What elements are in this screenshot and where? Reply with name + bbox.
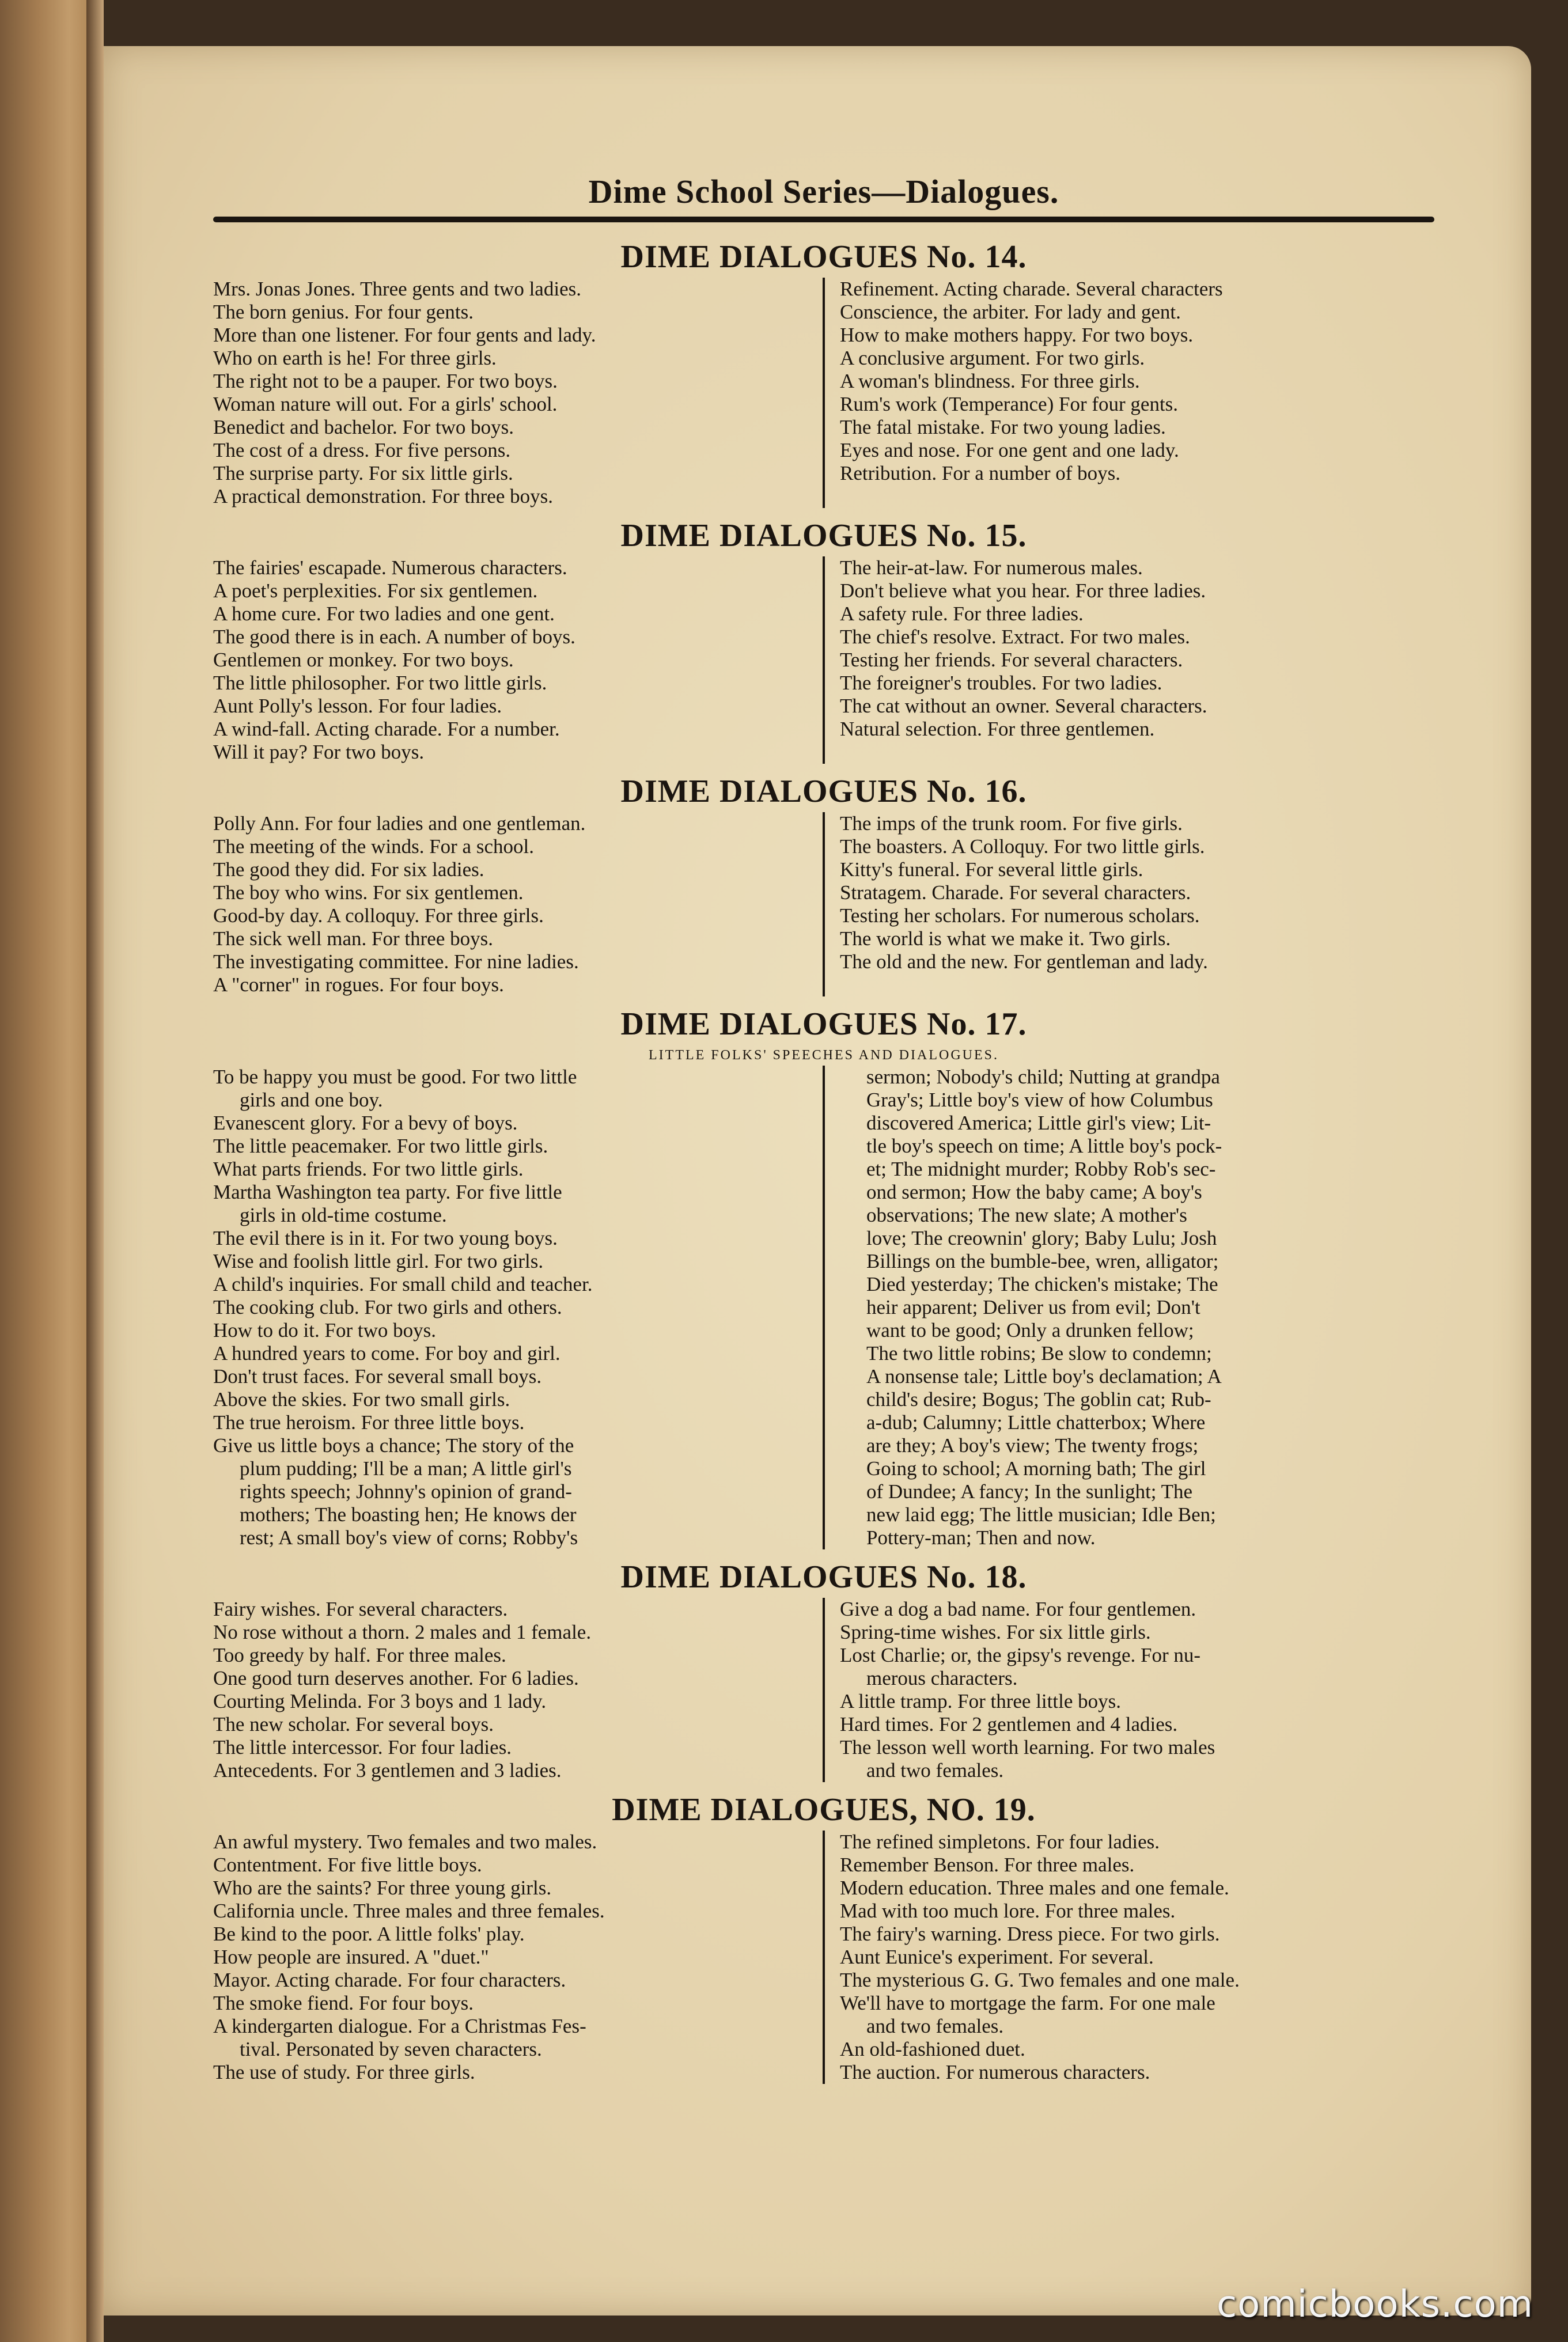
dialogue-entry: sermon; Nobody's child; Nutting at grandpa	[866, 1066, 1220, 1088]
dialogue-entry: The boy who wins. For six gentlemen.	[213, 881, 524, 904]
dialogue-entry: A wind-fall. Acting charade. For a number.	[213, 718, 560, 740]
dialogue-entry: Don't trust faces. For several small boys.	[213, 1365, 542, 1388]
dialogue-entry: rest; A small boy's view of corns; Robby's	[240, 1526, 578, 1549]
dialogue-entry: California uncle. Three males and three females.	[213, 1900, 605, 1922]
left-column	[213, 1831, 823, 2084]
dialogue-entry: Conscience, the arbiter. For lady and gent.	[840, 301, 1181, 323]
dialogue-entry: Spring-time wishes. For six little girls.	[840, 1621, 1151, 1643]
dialogue-entry: The cooking club. For two girls and others.	[213, 1296, 562, 1318]
header-rule	[213, 217, 1434, 222]
dialogue-entry: Will it pay? For two boys.	[213, 741, 425, 763]
left-column	[213, 1598, 823, 1782]
right-column	[823, 1831, 1434, 2084]
two-column-list	[213, 1598, 1434, 1782]
dialogue-entry: tival. Personated by seven characters.	[240, 2038, 542, 2060]
dialogue-entry: Don't believe what you hear. For three ladies.	[840, 579, 1206, 602]
dialogue-entry: Gray's; Little boy's view of how Columbus	[866, 1089, 1213, 1111]
dialogue-entry: Mayor. Acting charade. For four characters.	[213, 1969, 566, 1991]
dialogue-entry: The meeting of the winds. For a school.	[213, 835, 534, 858]
left-column	[213, 556, 823, 764]
dialogue-entry: Kitty's funeral. For several little girls.	[840, 858, 1143, 881]
left-column	[213, 278, 823, 508]
section-gap	[213, 1549, 1434, 1556]
dialogue-entry: girls in old-time costume.	[240, 1204, 447, 1226]
dialogue-entry: A "corner" in rogues. For four boys.	[213, 973, 504, 996]
dialogue-entry: The good they did. For six ladies.	[213, 858, 484, 881]
dialogue-entry: Gentlemen or monkey. For two boys.	[213, 649, 514, 671]
dialogue-entry: et; The midnight murder; Robby Rob's sec-	[866, 1158, 1216, 1180]
left-column	[213, 1066, 823, 1549]
dialogue-entry: Fairy wishes. For several characters.	[213, 1598, 508, 1620]
dialogue-entry: The cat without an owner. Several characters.	[840, 695, 1207, 717]
dialogue-entry: The little peacemaker. For two little girls.	[213, 1135, 548, 1157]
dialogue-entry: and two females.	[866, 1759, 1004, 1782]
dialogue-entry: Wise and foolish little girl. For two girls.	[213, 1250, 544, 1272]
dialogue-entry: A practical demonstration. For three boys.	[213, 485, 553, 507]
dialogue-section	[213, 1003, 1434, 1556]
section-title: DIME DIALOGUES No. 17.	[620, 1006, 1027, 1042]
dialogue-entry: The world is what we make it. Two girls.	[840, 927, 1171, 950]
dialogue-entry: observations; The new slate; A mother's	[866, 1204, 1187, 1226]
dialogue-entry: What parts friends. For two little girls.	[213, 1158, 524, 1180]
dialogue-entry: Give us little boys a chance; The story of the	[213, 1434, 574, 1457]
dialogue-entry: Natural selection. For three gentlemen.	[840, 718, 1155, 740]
dialogue-entry: A hundred years to come. For boy and girl.	[213, 1342, 560, 1365]
book-binding	[0, 0, 86, 2342]
dialogue-entry: The fatal mistake. For two young ladies.	[840, 416, 1166, 438]
two-column-list	[213, 556, 1434, 764]
dialogue-entry: Courting Melinda. For 3 boys and 1 lady.	[213, 1690, 547, 1712]
dialogue-entry: discovered America; Little girl's view; Lit-	[866, 1112, 1211, 1134]
dialogue-entry: A home cure. For two ladies and one gent.	[213, 602, 555, 625]
dialogue-entry: Mad with too much lore. For three males.	[840, 1900, 1176, 1922]
dialogue-entry: No rose without a thorn. 2 males and 1 female.	[213, 1621, 592, 1643]
dialogue-entry: The sick well man. For three boys.	[213, 927, 494, 950]
dialogue-entry: a-dub; Calumny; Little chatterbox; Where	[866, 1411, 1206, 1434]
two-column-list	[213, 812, 1434, 996]
dialogue-entry: A conclusive argument. For two girls.	[840, 347, 1145, 369]
dialogue-entry: The auction. For numerous characters.	[840, 2061, 1150, 2083]
dialogue-entry: Who on earth is he! For three girls.	[213, 347, 497, 369]
dialogue-entry: plum pudding; I'll be a man; A little girl's	[240, 1457, 572, 1480]
right-column	[823, 278, 1434, 508]
dialogue-entry: heir apparent; Deliver us from evil; Don't	[866, 1296, 1200, 1318]
dialogue-entry: Stratagem. Charade. For several characters.	[840, 881, 1191, 904]
dialogue-entry: Be kind to the poor. A little folks' play.	[213, 1923, 525, 1945]
dialogue-entry: tle boy's speech on time; A little boy's pock-	[866, 1135, 1222, 1157]
dialogue-entry: and two females.	[866, 2015, 1004, 2037]
dialogue-entry: To be happy you must be good. For two little	[213, 1066, 577, 1088]
dialogue-entry: Antecedents. For 3 gentlemen and 3 ladies.	[213, 1759, 562, 1782]
dialogue-entry: A safety rule. For three ladies.	[840, 602, 1084, 625]
dialogue-entry: The lesson well worth learning. For two males	[840, 1736, 1215, 1759]
dialogue-entry: The born genius. For four gents.	[213, 301, 474, 323]
dialogue-entry: merous characters.	[866, 1667, 1018, 1689]
dialogue-entry: The heir-at-law. For numerous males.	[840, 556, 1143, 579]
dialogue-entry: Benedict and bachelor. For two boys.	[213, 416, 514, 438]
two-column-list	[213, 278, 1434, 508]
dialogue-entry: rights speech; Johnny's opinion of grand-	[240, 1480, 572, 1503]
dialogue-entry: A poet's perplexities. For six gentlemen.	[213, 579, 538, 602]
binding-edge	[86, 0, 104, 2342]
section-title: DIME DIALOGUES No. 18.	[620, 1559, 1027, 1595]
dialogue-entry: Going to school; A morning bath; The girl	[866, 1457, 1206, 1480]
left-column	[213, 812, 823, 996]
dialogue-entry: Lost Charlie; or, the gipsy's revenge. For nu-	[840, 1644, 1201, 1666]
dialogue-entry: Above the skies. For two small girls.	[213, 1388, 510, 1411]
dialogue-entry: A woman's blindness. For three girls.	[840, 370, 1140, 392]
dialogue-entry: Testing her scholars. For numerous scholars.	[840, 904, 1200, 927]
dialogue-entry: The boasters. A Colloquy. For two little girls.	[840, 835, 1205, 858]
dialogue-entry: Mrs. Jonas Jones. Three gents and two ladies.	[213, 278, 581, 300]
dialogue-entry: Rum's work (Temperance) For four gents.	[840, 393, 1179, 415]
section-title: DIME DIALOGUES No. 15.	[620, 518, 1027, 554]
right-column	[823, 556, 1434, 764]
dialogue-entry: new laid egg; The little musician; Idle Ben;	[866, 1503, 1216, 1526]
dialogue-entry: Woman nature will out. For a girls' school.	[213, 393, 558, 415]
series-header: Dime School Series—Dialogues.	[588, 173, 1059, 210]
dialogue-entry: The two little robins; Be slow to condemn;	[866, 1342, 1212, 1365]
dialogue-entry: mothers; The boasting hen; He knows der	[240, 1503, 577, 1526]
dialogue-section	[213, 515, 1434, 771]
section-gap	[213, 1782, 1434, 1789]
dialogue-entry: The surprise party. For six little girls.	[213, 462, 513, 484]
dialogue-entry: love; The creownin' glory; Baby Lulu; Josh	[866, 1227, 1217, 1249]
dialogue-entry: The fairy's warning. Dress piece. For two girls.	[840, 1923, 1220, 1945]
dialogue-entry: A little tramp. For three little boys.	[840, 1690, 1121, 1712]
dialogue-entry: Billings on the bumble-bee, wren, alligator;	[866, 1250, 1219, 1272]
dialogue-entry: The little philosopher. For two little girls.	[213, 672, 547, 694]
dialogue-entry: child's desire; Bogus; The goblin cat; Rub-	[866, 1388, 1211, 1411]
dialogue-entry: Eyes and nose. For one gent and one lady.	[840, 439, 1179, 461]
right-column	[823, 812, 1434, 996]
dialogue-entry: Polly Ann. For four ladies and one gentleman.	[213, 812, 586, 835]
sections-container	[213, 236, 1434, 2091]
section-title: DIME DIALOGUES No. 14.	[620, 239, 1027, 275]
dialogue-entry: A kindergarten dialogue. For a Christmas Fes-	[213, 2015, 586, 2037]
dialogue-entry: Testing her friends. For several characters.	[840, 649, 1183, 671]
dialogue-entry: Who are the saints? For three young girls.	[213, 1877, 552, 1899]
section-title: DIME DIALOGUES No. 16.	[620, 774, 1027, 809]
dialogue-entry: How to do it. For two boys.	[213, 1319, 436, 1341]
right-column	[823, 1066, 1434, 1549]
dialogue-entry: Aunt Polly's lesson. For four ladies.	[213, 695, 502, 717]
dialogue-entry: A nonsense tale; Little boy's declamation; A	[866, 1365, 1222, 1388]
dialogue-entry: The imps of the trunk room. For five girls.	[840, 812, 1183, 835]
dialogue-entry: girls and one boy.	[240, 1089, 383, 1111]
dialogue-entry: Refinement. Acting charade. Several characters	[840, 278, 1223, 300]
section-subtitle: LITTLE FOLKS' SPEECHES AND DIALOGUES.	[649, 1048, 999, 1063]
dialogue-entry: Retribution. For a number of boys.	[840, 462, 1121, 484]
dialogue-entry: Aunt Eunice's experiment. For several.	[840, 1946, 1154, 1968]
section-gap	[213, 764, 1434, 771]
dialogue-entry: The foreigner's troubles. For two ladies.	[840, 672, 1162, 694]
dialogue-entry: Pottery-man; Then and now.	[866, 1526, 1096, 1549]
dialogue-entry: We'll have to mortgage the farm. For one male	[840, 1992, 1215, 2014]
dialogue-entry: The mysterious G. G. Two females and one male.	[840, 1969, 1240, 1991]
dialogue-entry: are they; A boy's view; The twenty frogs;	[866, 1434, 1199, 1457]
dialogue-entry: The evil there is in it. For two young boys.	[213, 1227, 558, 1249]
dialogue-entry: Contentment. For five little boys.	[213, 1854, 482, 1876]
dialogue-entry: Remember Benson. For three males.	[840, 1854, 1135, 1876]
dialogue-entry: of Dundee; A fancy; In the sunlight; The	[866, 1480, 1193, 1503]
dialogue-entry: The good there is in each. A number of boys.	[213, 626, 575, 648]
dialogue-entry: How to make mothers happy. For two boys.	[840, 324, 1194, 346]
dialogue-entry: Martha Washington tea party. For five little	[213, 1181, 562, 1203]
dialogue-entry: Died yesterday; The chicken's mistake; The	[866, 1273, 1218, 1295]
dialogue-entry: Evanescent glory. For a bevy of boys.	[213, 1112, 518, 1134]
book-page	[104, 46, 1531, 2316]
dialogue-entry: The investigating committee. For nine ladies.	[213, 950, 579, 973]
dialogue-entry: One good turn deserves another. For 6 ladies.	[213, 1667, 579, 1689]
dialogue-entry: The true heroism. For three little boys.	[213, 1411, 525, 1434]
dialogue-entry: The new scholar. For several boys.	[213, 1713, 494, 1735]
two-column-list	[213, 1831, 1434, 2084]
dialogue-entry: The old and the new. For gentleman and lady.	[840, 950, 1208, 973]
dialogue-entry: A child's inquiries. For small child and teacher.	[213, 1273, 593, 1295]
dialogue-entry: The cost of a dress. For five persons.	[213, 439, 511, 461]
dialogue-entry: The smoke fiend. For four boys.	[213, 1992, 474, 2014]
watermark: comicbooks.com	[1216, 2283, 1533, 2326]
dialogue-entry: The right not to be a pauper. For two boys.	[213, 370, 558, 392]
dialogue-entry: ond sermon; How the baby came; A boy's	[866, 1181, 1202, 1203]
dialogue-entry: How people are insured. A "duet."	[213, 1946, 489, 1968]
right-column	[823, 1598, 1434, 1782]
dialogue-section	[213, 236, 1434, 515]
section-title: DIME DIALOGUES, NO. 19.	[612, 1792, 1036, 1828]
dialogue-entry: An awful mystery. Two females and two males.	[213, 1831, 597, 1853]
dialogue-section	[213, 1556, 1434, 1789]
page-content	[213, 167, 1434, 2091]
dialogue-entry: Too greedy by half. For three males.	[213, 1644, 506, 1666]
dialogue-entry: The fairies' escapade. Numerous characters.	[213, 556, 567, 579]
dialogue-section	[213, 771, 1434, 1003]
dialogue-entry: The little intercessor. For four ladies.	[213, 1736, 512, 1759]
dialogue-entry: want to be good; Only a drunken fellow;	[866, 1319, 1194, 1341]
section-gap	[213, 2084, 1434, 2091]
dialogue-entry: Give a dog a bad name. For four gentlemen.	[840, 1598, 1196, 1620]
dialogue-entry: The chief's resolve. Extract. For two males.	[840, 626, 1190, 648]
dialogue-entry: The refined simpletons. For four ladies.	[840, 1831, 1160, 1853]
dialogue-entry: Good-by day. A colloquy. For three girls.	[213, 904, 544, 927]
dialogue-entry: More than one listener. For four gents and lady.	[213, 324, 596, 346]
dialogue-section	[213, 1789, 1434, 2091]
dialogue-entry: Hard times. For 2 gentlemen and 4 ladies.	[840, 1713, 1178, 1735]
two-column-list	[213, 1066, 1434, 1549]
section-gap	[213, 996, 1434, 1003]
dialogue-entry: An old-fashioned duet.	[840, 2038, 1025, 2060]
dialogue-entry: Modern education. Three males and one female.	[840, 1877, 1229, 1899]
dialogue-entry: The use of study. For three girls.	[213, 2061, 475, 2083]
section-gap	[213, 508, 1434, 515]
